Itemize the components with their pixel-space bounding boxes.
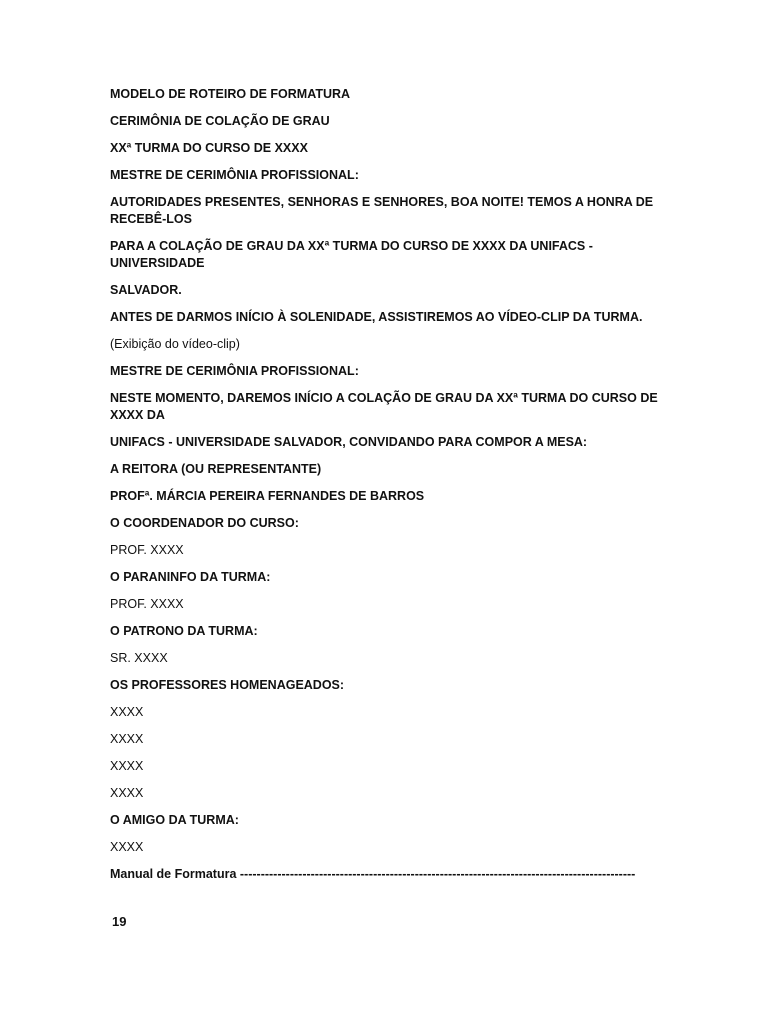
text-line: O PARANINFO DA TURMA: xyxy=(110,570,271,584)
text-line: NESTE MOMENTO, DAREMOS INÍCIO A COLAÇÃO DE GRAU DA XXª TURMA DO CURSO DE XXXX DA xyxy=(110,391,658,422)
text-line: (Exibição do vídeo-clip) xyxy=(110,337,240,351)
page-number: 19 xyxy=(112,914,127,929)
text-line: XXXX xyxy=(110,840,144,854)
text-line: O AMIGO DA TURMA: xyxy=(110,813,239,827)
document-body xyxy=(110,86,660,883)
text-line: XXXX xyxy=(110,759,144,773)
text-line: PARA A COLAÇÃO DE GRAU DA XXª TURMA DO CURSO DE XXXX DA UNIFACS - UNIVERSIDADE xyxy=(110,239,593,270)
text-line: ANTES DE DARMOS INÍCIO À SOLENIDADE, ASSISTIREMOS AO VÍDEO-CLIP DA TURMA. xyxy=(110,310,643,324)
text-line: MODELO DE ROTEIRO DE FORMATURA xyxy=(110,87,351,101)
text-line: UNIFACS - UNIVERSIDADE SALVADOR, CONVIDANDO PARA COMPOR A MESA: xyxy=(110,435,588,449)
text-line: PROFª. MÁRCIA PEREIRA FERNANDES DE BARROS xyxy=(110,489,425,503)
text-line: MESTRE DE CERIMÔNIA PROFISSIONAL: xyxy=(110,364,359,378)
text-line: CERIMÔNIA DE COLAÇÃO DE GRAU xyxy=(110,114,330,128)
text-line: SALVADOR. xyxy=(110,283,182,297)
text-line: O PATRONO DA TURMA: xyxy=(110,624,258,638)
text-line: AUTORIDADES PRESENTES, SENHORAS E SENHORES, BOA NOITE! TEMOS A HONRA DE RECEBÊ-LOS xyxy=(110,195,654,226)
text-line: O COORDENADOR DO CURSO: xyxy=(110,516,299,530)
text-line: PROF. XXXX xyxy=(110,597,184,611)
text-line: XXXX xyxy=(110,786,144,800)
text-line: XXª TURMA DO CURSO DE XXXX xyxy=(110,141,308,155)
text-line: A REITORA (OU REPRESENTANTE) xyxy=(110,462,322,476)
text-line: XXXX xyxy=(110,705,144,719)
text-line: OS PROFESSORES HOMENAGEADOS: xyxy=(110,678,345,692)
text-line: XXXX xyxy=(110,732,144,746)
footer-text: Manual de Formatura ----------------------------------------------------------------------------------------------- xyxy=(110,867,636,881)
text-line: PROF. XXXX xyxy=(110,543,184,557)
text-line: MESTRE DE CERIMÔNIA PROFISSIONAL: xyxy=(110,168,359,182)
text-line: SR. XXXX xyxy=(110,651,168,665)
